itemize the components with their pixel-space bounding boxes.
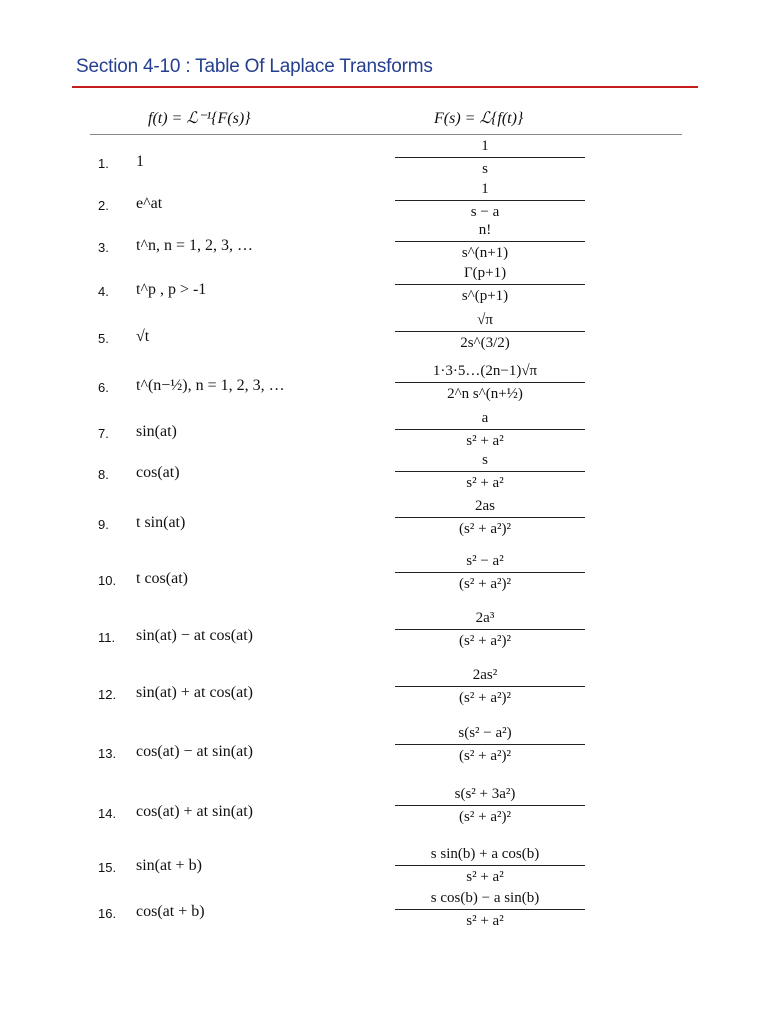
title-underline <box>72 86 698 88</box>
laplace-transform <box>395 451 575 492</box>
fraction-bar <box>395 909 585 910</box>
fraction-denominator: 2^n s^(n+½) <box>447 386 523 402</box>
laplace-transform <box>395 311 575 352</box>
fraction-numerator: 2as² <box>472 667 498 683</box>
fraction-numerator: s² − a² <box>466 553 504 569</box>
laplace-transform <box>395 724 575 765</box>
fraction-denominator: s² + a² <box>466 475 504 491</box>
time-domain-function: cos(at + b) <box>136 903 205 920</box>
row-number: 5. <box>98 331 109 346</box>
time-domain-function: sin(at) + at cos(at) <box>136 684 253 701</box>
column-header-time-domain: f(t) = ℒ⁻¹{F(s)} <box>148 110 251 127</box>
fraction-denominator: (s² + a²)² <box>459 690 511 706</box>
row-number: 3. <box>98 240 109 255</box>
header-divider <box>90 134 682 135</box>
fraction-denominator: s² + a² <box>466 869 504 885</box>
time-domain-function: √t <box>136 328 150 345</box>
row-number: 9. <box>98 517 109 532</box>
laplace-transform <box>395 609 575 650</box>
fraction-numerator: s(s² − a²) <box>458 725 512 741</box>
row-number: 10. <box>98 573 117 588</box>
laplace-transform <box>395 180 575 221</box>
fraction-bar <box>395 382 585 383</box>
row-number: 7. <box>98 426 109 441</box>
fraction-numerator: 1 <box>481 138 489 154</box>
column-header-s-domain: F(s) = ℒ{f(t)} <box>434 110 524 127</box>
fraction-bar <box>395 429 585 430</box>
fraction-numerator: s <box>482 452 488 468</box>
time-domain-function: t^(n−½), n = 1, 2, 3, … <box>136 377 285 394</box>
fraction-numerator: s(s² + 3a²) <box>454 786 516 802</box>
page-title: Section 4-10 : Table Of Laplace Transforms <box>76 56 433 77</box>
row-number: 1. <box>98 156 109 171</box>
fraction-numerator: s sin(b) + a cos(b) <box>430 846 540 862</box>
row-number: 6. <box>98 380 109 395</box>
laplace-transform <box>395 552 575 593</box>
fraction-denominator: (s² + a²)² <box>459 521 511 537</box>
time-domain-function: sin(at + b) <box>136 857 202 874</box>
fraction-bar <box>395 572 585 573</box>
laplace-transform <box>395 785 575 826</box>
fraction-numerator: s cos(b) − a sin(b) <box>430 890 540 906</box>
fraction-bar <box>395 200 585 201</box>
fraction-bar <box>395 471 585 472</box>
laplace-transform <box>395 845 575 886</box>
fraction-bar <box>395 744 585 745</box>
fraction-denominator: (s² + a²)² <box>459 576 511 592</box>
row-number: 14. <box>98 806 117 821</box>
time-domain-function: sin(at) − at cos(at) <box>136 627 253 644</box>
row-number: 16. <box>98 906 117 921</box>
row-number: 4. <box>98 284 109 299</box>
time-domain-function: t^n, n = 1, 2, 3, … <box>136 237 253 254</box>
laplace-transform <box>395 666 575 707</box>
fraction-bar <box>395 331 585 332</box>
laplace-transform <box>395 137 575 178</box>
laplace-transform <box>395 409 575 450</box>
fraction-bar <box>395 629 585 630</box>
fraction-numerator: 1 <box>481 181 489 197</box>
time-domain-function: cos(at) <box>136 464 180 481</box>
fraction-denominator: s^(p+1) <box>461 288 509 304</box>
time-domain-function: t sin(at) <box>136 514 186 531</box>
laplace-transform <box>395 889 575 930</box>
row-number: 11. <box>98 630 116 645</box>
laplace-transform <box>395 221 575 262</box>
laplace-transform <box>395 362 575 403</box>
time-domain-function: e^at <box>136 195 163 212</box>
row-number: 8. <box>98 467 109 482</box>
fraction-numerator: Γ(p+1) <box>463 265 507 281</box>
fraction-bar <box>395 805 585 806</box>
fraction-numerator: 2as <box>475 498 495 514</box>
fraction-denominator: s² + a² <box>466 433 504 449</box>
laplace-transform <box>395 497 575 538</box>
row-number: 15. <box>98 860 117 875</box>
time-domain-function: sin(at) <box>136 423 177 440</box>
fraction-denominator: (s² + a²)² <box>459 809 511 825</box>
laplace-transform <box>395 264 575 305</box>
fraction-denominator: (s² + a²)² <box>459 748 511 764</box>
fraction-bar <box>395 157 585 158</box>
fraction-numerator: 1·3·5…(2n−1)√π <box>432 363 538 379</box>
fraction-bar <box>395 517 585 518</box>
fraction-denominator: 2s^(3/2) <box>460 335 510 351</box>
fraction-bar <box>395 284 585 285</box>
fraction-numerator: n! <box>478 222 492 238</box>
fraction-numerator: √π <box>477 312 493 328</box>
fraction-bar <box>395 241 585 242</box>
fraction-bar <box>395 865 585 866</box>
row-number: 2. <box>98 198 109 213</box>
fraction-denominator: (s² + a²)² <box>459 633 511 649</box>
time-domain-function: cos(at) − at sin(at) <box>136 743 253 760</box>
time-domain-function: cos(at) + at sin(at) <box>136 803 253 820</box>
fraction-denominator: s <box>482 161 488 177</box>
time-domain-function: 1 <box>136 153 144 170</box>
fraction-numerator: a <box>481 410 489 426</box>
fraction-denominator: s² + a² <box>466 913 504 929</box>
fraction-denominator: s − a <box>470 204 500 220</box>
time-domain-function: t cos(at) <box>136 570 188 587</box>
row-number: 13. <box>98 746 117 761</box>
fraction-numerator: 2a³ <box>475 610 495 626</box>
fraction-denominator: s^(n+1) <box>461 245 509 261</box>
fraction-bar <box>395 686 585 687</box>
row-number: 12. <box>98 687 117 702</box>
time-domain-function: t^p , p > -1 <box>136 281 207 298</box>
